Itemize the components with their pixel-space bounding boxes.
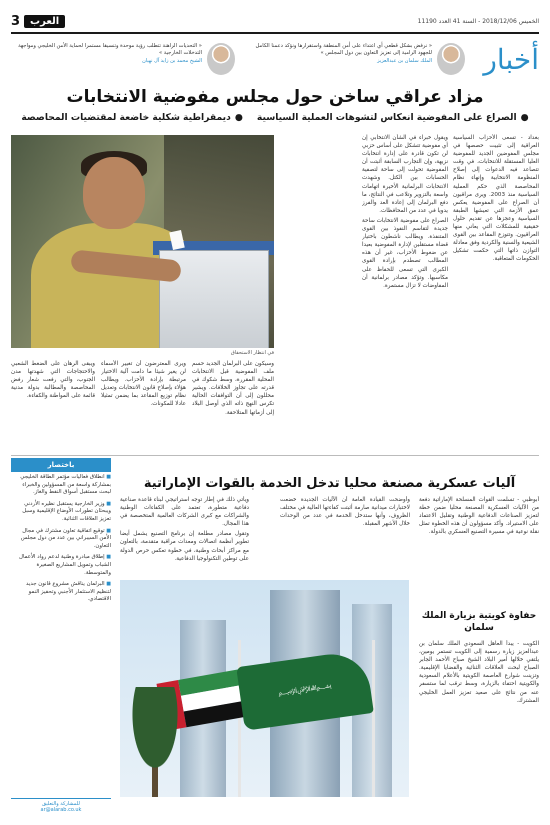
brief-item: ■ إطلاق مبادرة وطنية لدعم رواد الأعمال الشباب وتمويل المشاريع الصغيرة والمتوسطة. [11,554,111,577]
article1-bottom-col-1: وسيكون على البرلمان الجديد حسم ملف المفوضية قبل الانتخابات المحلية المقررة، وسط شكوك في قدرته على تجاوز الخلافات. ويشير محللون إلى أن التوافقات الحالية تكرس النهج ذاته الذي أوصل البلاد إلى أزماتها المتلاحقة. [192,361,274,416]
section-divider [11,455,539,456]
news-brief-list [11,474,111,797]
quote-left [11,43,241,75]
quote-right-name: الملك سلمان بن عبدالعزيز [377,58,432,64]
saudi-flag-icon: ﷽ [236,649,374,730]
brief-item: ■ توقيع اتفاقية تعاون مشترك في مجال الأمن السيبراني بين عدد من دول مجلس التعاون. [11,528,111,551]
brief-item: ■ البرلمان يناقش مشروع قانون جديد لتنظيم الاستثمار الأجنبي وتحفيز النمو الاقتصادي. [11,581,111,604]
newspaper-logo: العرب [24,15,65,28]
quote-right-text: « نرفض بشكل قطعي أي اعتداء على أمن المنطقة واستقرارها ونؤكد دعمنا الكامل للجهود الرامية إلى تعزيز التعاون بين دول المجلس » [255,43,432,56]
article2-column-mid: وأوضحت القيادة العامة أن الآليات الجديدة خضعت لاختبارات ميدانية صارمة أثبتت كفاءتها العالية في مختلف الظروف، وأنها ستدخل الخدمة في عدد من الوحدات خلال الأشهر المقبلة. [280,497,410,528]
photo1-caption: في انتظار الاستحقاق [230,350,274,356]
article1-column-right: بغداد - تسعى الأحزاب السياسية العراقية إلى تثبيت حصصها في مجلس المفوضين الجديد للمفوضية العليا المستقلة للانتخابات، في وقت تتصاعد فيه الدعوات إلى إصلاح المنظومة الانتخابية وإنهاء نظام المحاصصة الذي حكم العملية السياسية منذ 2003. ويرى مراقبون أن الصراع على المفوضية يعكس عمق الأزمة التي تعيشها الطبقة السياسية وعجزها عن تقديم حلول حقيقية للمشكلات التي يعاني منها العراقيون. وتتوزع المقاعد بين القوى الشيعية والسنية والكردية وفق معادلة التوازن ذاتها التي حكمت تشكيل الحكومات المتعاقبة. [453,135,539,263]
portrait-icon [207,43,235,75]
flags-photo [120,580,409,797]
kuwait-story-text: الكويت - يبدأ العاهل السعودي الملك سلمان بن عبدالعزيز زيارة رسمية إلى الكويت تستمر يومين، يلتقي خلالها أمير البلاد الشيخ صباح الأحمد الجابر الصباح لبحث العلاقات الثنائية والقضايا الإقليمية. وتزينت شوارع العاصمة الكويتية بالأعلام السعودية والكويتية احتفاء بالزيارة، وسط ترقب لما ستسفر عنه من نتائج على صعيد تعزيز العمل الخليجي المشترك. [419,641,539,704]
page-number: 3 [11,13,21,29]
subhead-2: ●ديمقراطية شكلية خاضعة لمقتضيات المحاصصة [21,112,243,123]
article1-bottom-col-3: ويبقى الرهان على الضغط الشعبي والاحتجاجات التي شهدتها مدن الجنوب، والتي رفعت شعار رفض المحاصصة والمطالبة بدولة مدنية قائمة على المواطنة والكفاءة. [11,361,95,400]
portrait-icon [437,43,465,75]
brief-item: ■ وزير الخارجية يستقبل نظيره الأردني ويبحثان تطورات الأوضاع الإقليمية وسبل تعزيز العلاقات الثنائية. [11,501,111,524]
quote-left-text: « التحديات الراهنة تتطلب رؤية موحدة وتنسيقا مستمرا لحماية الأمن الخليجي ومواجهة التدخلات الخارجية » [18,43,202,56]
kuwait-headline: حفاوة كويتية بزيارة الملك سلمان [421,611,537,633]
brief-title: باختصار [11,458,111,472]
article2-column-right: أبوظبي - تسلمت القوات المسلحة الإماراتية دفعة من الآليات العسكرية المصنعة محليا ضمن خطة لتعزيز الصناعات الدفاعية الوطنية وتقليل الاعتماد على الاستيراد. وأكد مسؤولون أن هذه الخطوة تمثل نقلة نوعية في مسيرة التصنيع العسكري بالدولة. [419,497,539,536]
article2-column-left: ويأتي ذلك في إطار توجه استراتيجي لبناء قاعدة صناعية دفاعية متطورة، تعتمد على الكفاءات الوطنية والشراكات مع كبرى الشركات العالمية المتخصصة في هذا المجال. وتقول مصادر مطلعة إن برنامج التصنيع يشمل أيضا تطوير أنظمة اتصالات ومعدات مراقبة متقدمة، بالتعاون مع مراكز أبحاث وطنية، في خطوة تعكس حرص الدولة على توطين التكنولوجيا الدفاعية. [120,497,249,562]
subhead-1: ●الصراع على المفوضية انعكاس لتشوهات العملية السياسية [256,112,529,123]
brief-item: ■ انطلاق فعاليات مؤتمر الطاقة الخليجي بمشاركة واسعة من المسؤولين والخبراء لبحث مستقبل أسواق النفط والغاز. [11,474,111,497]
brief-footer: للمشاركة والتعليق ar@alarab.co.uk [11,798,111,813]
article1-column-mid: ويقول خبراء في الشأن الانتخابي إن أي مفوضية تتشكل على أساس حزبي لن تكون قادرة على إدارة انتخابات نزيهة، وإن التجارب السابقة أثبتت أن المفوضية تحولت إلى ساحة لتصفية الحسابات بين الكتل. وشهدت الانتخابات البرلمانية الأخيرة اتهامات واسعة بالتزوير وتلاعب في النتائج، ما دفع البرلمان إلى إعادة العد والفرز يدويا في عدد من المحافظات. الصراع على مفوضية الانتخابات ساحة جديدة لتقاسم النفوذ بين القوى المتنفذة. ويطالب ناشطون باختيار قضاة مستقلين لإدارة المفوضية بعيدا عن ضغوط الأحزاب، غير أن هذه المطالب تصطدم بإرادة القوى الكبرى التي تسعى للحفاظ على مكاسبها. وتؤكد مصادر برلمانية أن المفاوضات لا تزال مستمرة. [362,135,448,289]
second-headline: آليات عسكرية مصنعة محليا تدخل الخدمة بالقوات الإماراتية [143,476,516,491]
quote-left-name: الشيخ محمد بن زايد آل نهيان [142,58,202,64]
quote-right [241,43,471,75]
main-headline: مزاد عراقي ساخن حول مجلس مفوضية الانتخابات [66,87,484,107]
page-header [11,10,539,34]
top-quotes-row [11,38,539,80]
voter-photo [11,135,274,348]
section-label: أخبار [483,42,539,76]
subheadlines [11,112,539,123]
contact-email-link[interactable]: ar@alarab.co.uk [40,807,82,813]
issue-date: الخميس 2018/12/06 - السنة 41 العدد 11190 [417,17,539,25]
palm-tree-icon [120,687,190,797]
article1-bottom-col-2: ويرى المعترضون أن تغيير الأسماء لن يغير شيئا ما دامت آلية الاختيار مرتبطة بإرادة الأحزاب. ويطالب هؤلاء بإصلاح قانون الانتخابات وتعديل نظام توزيع المقاعد بما يضمن تمثيلا عادلا للمكونات. [101,361,186,408]
brand-block [11,14,65,29]
